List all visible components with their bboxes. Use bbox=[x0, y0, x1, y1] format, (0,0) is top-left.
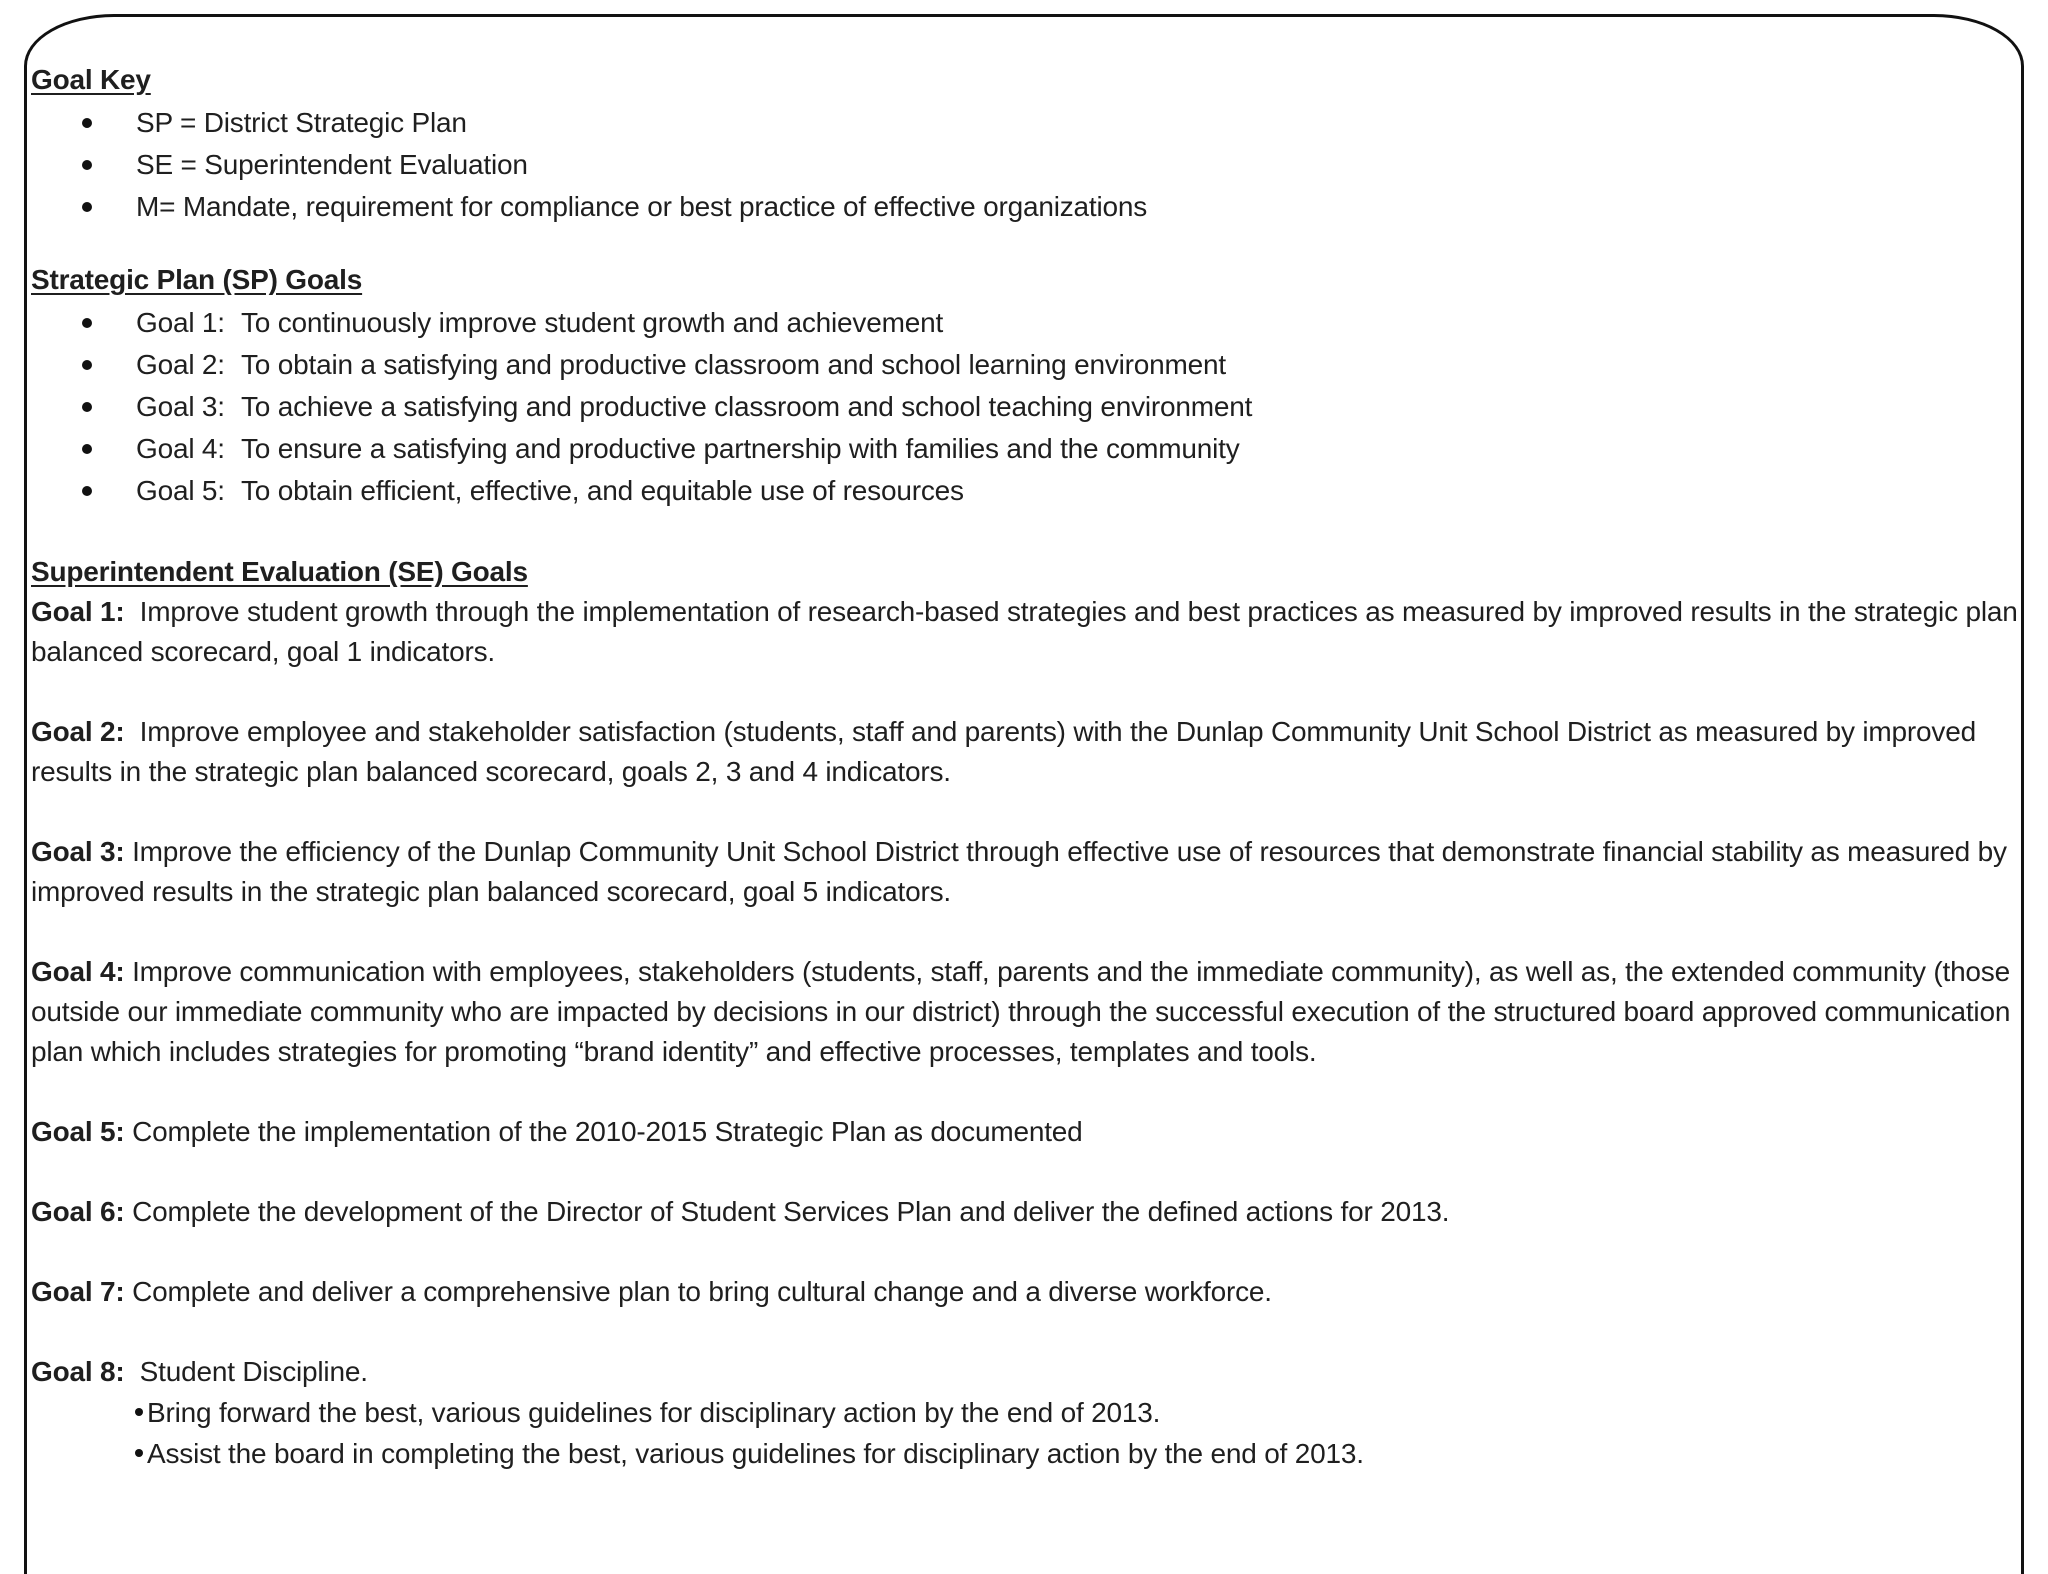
goal-text: To ensure a satisfying and productive partnership with families and the community bbox=[241, 433, 1240, 464]
list-item bbox=[31, 302, 2021, 344]
sp-goals-heading: Strategic Plan (SP) Goals bbox=[31, 264, 363, 295]
se-goals-heading: Superintendent Evaluation (SE) Goals bbox=[31, 556, 528, 587]
bullet-icon bbox=[82, 402, 92, 412]
document-body bbox=[31, 60, 2026, 1474]
list-item: Assist the board in completing the best, various guidelines for disciplinary action by the end of 2013. bbox=[135, 1433, 2021, 1474]
se-goal-3: Goal 3: Improve the efficiency of the Dunlap Community Unit School District through effective use of resources that demonstrate financial stability as measured by improved results in the strategic plan balanced scorecard, goal 5 indicators. bbox=[31, 836, 2015, 907]
bullet-icon bbox=[82, 160, 92, 170]
se-goal-5: Goal 5: Complete the implementation of the 2010-2015 Strategic Plan as documented bbox=[31, 1116, 1083, 1147]
list-item bbox=[31, 428, 2021, 470]
goal-key-list bbox=[31, 102, 2021, 228]
list-item: Bring forward the best, various guidelines for disciplinary action by the end of 2013. bbox=[135, 1392, 2021, 1433]
goal-text: To obtain a satisfying and productive classroom and school learning environment bbox=[241, 349, 1226, 380]
goal-text: To obtain efficient, effective, and equitable use of resources bbox=[241, 475, 964, 506]
goal-label: Goal 4: bbox=[136, 433, 225, 464]
bullet-icon bbox=[82, 202, 92, 212]
bullet-icon bbox=[82, 360, 92, 370]
se-goal-2: Goal 2: Improve employee and stakeholder satisfaction (students, staff and parents) with the Dunlap Community Unit School District as measured by improved results in the strategic plan balanced scorecard, goals 2, 3 and 4 indicators. bbox=[31, 716, 1984, 787]
bullet-icon bbox=[82, 486, 92, 496]
goal-8-sub-list bbox=[31, 1392, 2021, 1474]
bullet-icon bbox=[82, 444, 92, 454]
list-item: M= Mandate, requirement for compliance or best practice of effective organizations bbox=[31, 186, 2021, 228]
list-item: SP = District Strategic Plan bbox=[31, 102, 2021, 144]
se-goal-6: Goal 6: Complete the development of the Director of Student Services Plan and deliver the defined actions for 2013. bbox=[31, 1196, 1450, 1227]
goal-text: To achieve a satisfying and productive classroom and school teaching environment bbox=[241, 391, 1253, 422]
goal-label: Goal 5: bbox=[136, 475, 225, 506]
goal-label: Goal 3: bbox=[136, 391, 225, 422]
se-goal-8: Goal 8: Student Discipline. bbox=[31, 1356, 368, 1387]
se-goal-7: Goal 7: Complete and deliver a comprehensive plan to bring cultural change and a diverse workforce. bbox=[31, 1276, 1272, 1307]
goal-label: Goal 2: bbox=[136, 349, 225, 380]
list-item bbox=[31, 470, 2021, 512]
sp-goals-list bbox=[31, 302, 2021, 512]
list-item bbox=[31, 386, 2021, 428]
list-item bbox=[31, 344, 2021, 386]
list-item: SE = Superintendent Evaluation bbox=[31, 144, 2021, 186]
bullet-icon bbox=[82, 318, 92, 328]
goal-key-heading: Goal Key bbox=[31, 64, 151, 95]
bullet-icon bbox=[135, 1408, 143, 1416]
goal-text: To continuously improve student growth and achievement bbox=[241, 307, 944, 338]
bullet-icon bbox=[82, 118, 92, 128]
goal-label: Goal 1: bbox=[136, 307, 225, 338]
se-goal-1: Goal 1: Improve student growth through the implementation of research-based strategies and best practices as measured by improved results in the strategic plan balanced scorecard, goal 1 indicators. bbox=[31, 596, 2026, 667]
se-goal-4: Goal 4: Improve communication with employees, stakeholders (students, staff, parents and the immediate community), as well as, the extended community (those outside our immediate community who are impacted by decisions in our district) through the successful execution of the structured board approved communication plan which includes strategies for promoting “brand identity” and effective processes, templates and tools. bbox=[31, 956, 2018, 1067]
bullet-icon bbox=[135, 1449, 143, 1457]
